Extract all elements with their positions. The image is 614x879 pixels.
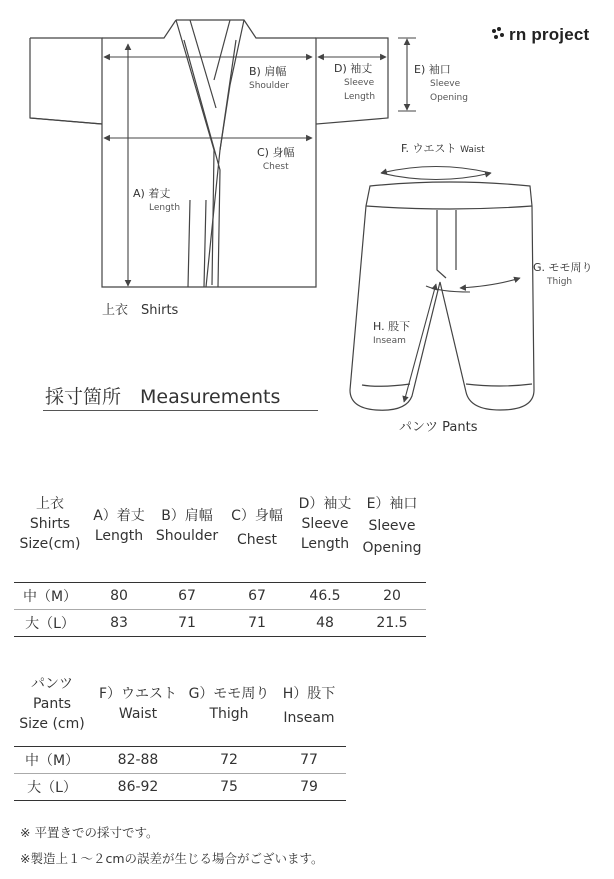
table-row: 中（M） 80 67 67 46.5 20: [14, 582, 426, 609]
note-flat-measure: ※ 平置きでの採寸です。: [20, 825, 159, 840]
table-row: 中（M） 82-88 72 77: [14, 746, 346, 773]
label-f: F. ウエスト Waist: [401, 142, 485, 155]
table-row: 大（L） 83 71 71 48 21.5: [14, 609, 426, 636]
table-row: 大（L） 86-92 75 79: [14, 773, 346, 800]
label-g: G. モモ周り Thigh: [533, 261, 593, 287]
shirt-header-length: A）着丈 Length: [93, 508, 145, 544]
shirt-header-shoulder: B）肩幅 Shoulder: [155, 508, 219, 544]
measurements-title: 採寸箇所 Measurements: [45, 386, 281, 408]
pants-size-table: [14, 674, 346, 801]
shirt-header-chest: C）身幅 Chest: [231, 508, 283, 548]
waist-arrow-top: [381, 167, 491, 174]
shirt-outline: [30, 20, 388, 287]
shirt-header-sleeve-length: D）袖丈 Sleeve Length: [298, 496, 352, 552]
pants-header-size: パンツ Pants Size (cm): [19, 676, 85, 732]
shirt-caption: 上衣 Shirts: [102, 303, 179, 318]
logo-text: rn project: [509, 25, 590, 44]
pants-outline: [350, 182, 534, 410]
waist-arrow-bottom: [381, 173, 491, 180]
shirt-header-size: 上衣 Shirts Size(cm): [19, 496, 81, 552]
shirt-header-sleeve-opening: E）袖口 Sleeve Opening: [362, 496, 422, 556]
title-divider: [43, 410, 318, 411]
pants-header-thigh: G）モモ周り Thigh: [188, 686, 270, 722]
pants-header-inseam: H）股下 Inseam: [282, 686, 336, 726]
label-c: C) 身幅 Chest: [257, 146, 295, 172]
label-h: H. 股下 Inseam: [373, 320, 411, 346]
pants-header-waist: F）ウエスト Waist: [98, 686, 178, 722]
label-d: D) 袖丈 Sleeve Length: [334, 62, 376, 102]
shirt-size-table: [14, 494, 426, 637]
pants-caption: パンツ Pants: [399, 420, 478, 435]
note-tolerance: ※製造上１～２cmの誤差が生じる場合がございます。: [20, 851, 324, 866]
label-e: E) 袖口 Sleeve Opening: [414, 63, 468, 103]
label-a: A) 着丈 Length: [133, 187, 181, 213]
label-b: B) 肩幅 Shoulder: [249, 65, 290, 91]
